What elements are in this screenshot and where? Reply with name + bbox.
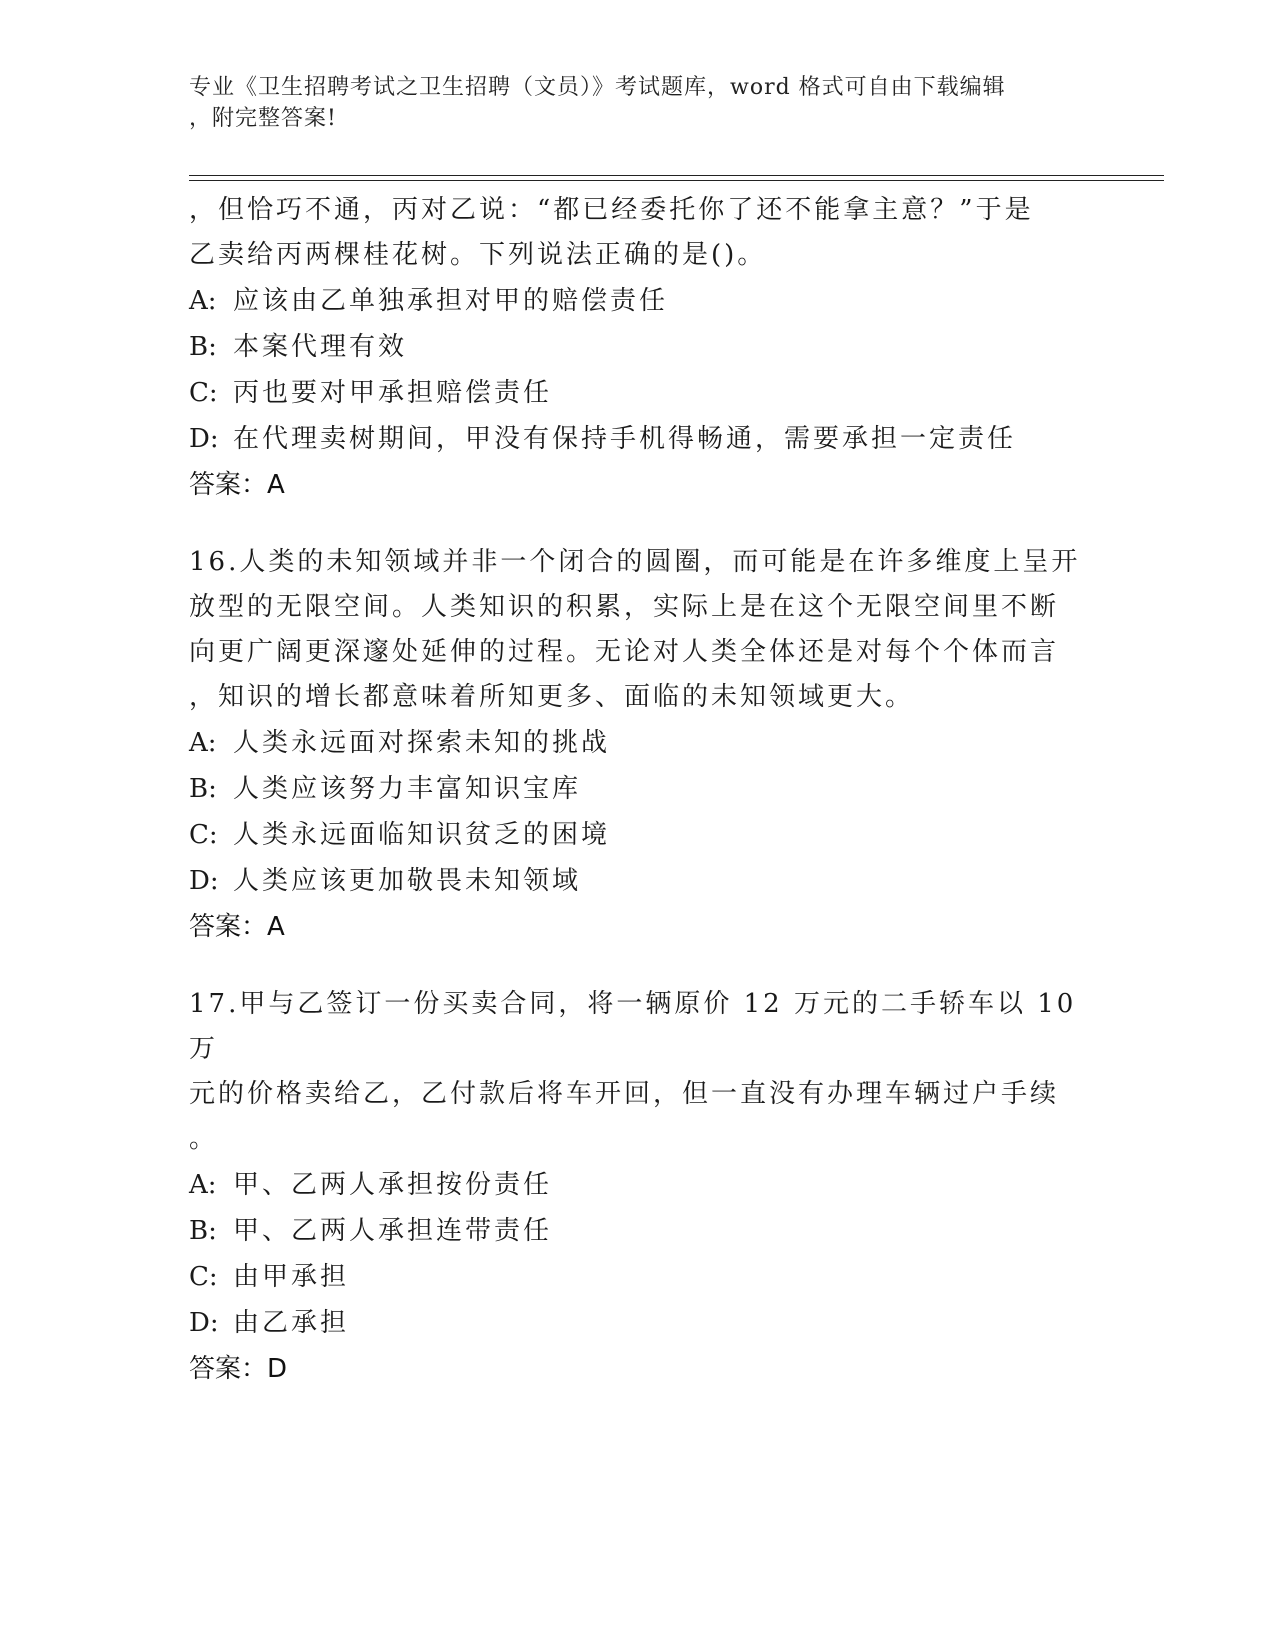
question-stem-line: 17.甲与乙签订一份买卖合同，将一辆原价 12 万元的二手轿车以 10 万 xyxy=(189,989,1088,1064)
option-label: A: xyxy=(189,728,217,758)
option-label: D: xyxy=(189,424,219,454)
option-label: A: xyxy=(189,1170,217,1200)
question-stem-line: 16.人类的未知领域并非一个闭合的圆圈，而可能是在许多维度上呈开 xyxy=(189,547,1081,577)
option-c xyxy=(189,1254,1089,1300)
option-label: D: xyxy=(189,1308,219,1338)
page-header xyxy=(189,72,1089,134)
question-15 xyxy=(189,188,1089,508)
header-rule xyxy=(189,175,1164,176)
option-b xyxy=(189,1208,1089,1254)
question-stem-line: ，但恰巧不通，丙对乙说：“都已经委托你了还不能拿主意？”于是 xyxy=(189,195,1034,225)
header-line-1: 专业《卫生招聘考试之卫生招聘（文员）》考试题库，word 格式可自由下载编辑 xyxy=(189,75,1006,100)
option-text: 本案代理有效 xyxy=(233,332,408,362)
option-label: A: xyxy=(189,286,217,316)
option-c xyxy=(189,812,1089,858)
answer-line: 答案：A xyxy=(189,912,285,942)
option-b xyxy=(189,766,1089,812)
question-16 xyxy=(189,540,1089,950)
question-stem-line: ，知识的增长都意味着所知更多、面临的未知领域更大。 xyxy=(189,682,915,712)
option-label: B: xyxy=(189,332,217,362)
option-text: 由乙承担 xyxy=(233,1308,350,1338)
option-label: C: xyxy=(189,1262,218,1292)
option-a xyxy=(189,278,1089,324)
header-line-2: ，附完整答案! xyxy=(189,106,337,131)
question-17 xyxy=(189,982,1089,1392)
question-list xyxy=(189,188,1089,1424)
option-label: B: xyxy=(189,774,217,804)
option-text: 人类应该努力丰富知识宝库 xyxy=(233,774,582,804)
option-text: 人类永远面对探索未知的挑战 xyxy=(233,728,611,758)
question-stem-line: 放型的无限空间。人类知识的积累，实际上是在这个无限空间里不断 xyxy=(189,592,1060,622)
header-rule-second xyxy=(189,180,1164,181)
question-stem-line: 。 xyxy=(189,1124,219,1154)
question-stem-line: 乙卖给丙两棵桂花树。下列说法正确的是()。 xyxy=(189,240,767,270)
question-stem-line: 元的价格卖给乙，乙付款后将车开回，但一直没有办理车辆过户手续 xyxy=(189,1079,1060,1109)
option-label: B: xyxy=(189,1216,217,1246)
question-stem-line: 向更广阔更深邃处延伸的过程。无论对人类全体还是对每个个体而言 xyxy=(189,637,1060,667)
option-a xyxy=(189,720,1089,766)
answer-line: 答案：D xyxy=(189,1354,288,1384)
answer-line: 答案：A xyxy=(189,470,285,500)
option-d xyxy=(189,1300,1089,1346)
option-d xyxy=(189,416,1089,462)
option-text: 由甲承担 xyxy=(233,1262,350,1292)
option-label: C: xyxy=(189,378,218,408)
option-label: D: xyxy=(189,866,219,896)
option-b xyxy=(189,324,1089,370)
option-c xyxy=(189,370,1089,416)
option-text: 甲、乙两人承担连带责任 xyxy=(233,1216,553,1246)
option-d xyxy=(189,858,1089,904)
option-text: 人类永远面临知识贫乏的困境 xyxy=(233,820,611,850)
option-text: 应该由乙单独承担对甲的赔偿责任 xyxy=(233,286,669,316)
option-text: 丙也要对甲承担赔偿责任 xyxy=(233,378,553,408)
option-label: C: xyxy=(189,820,218,850)
option-text: 甲、乙两人承担按份责任 xyxy=(233,1170,553,1200)
option-text: 人类应该更加敬畏未知领域 xyxy=(233,866,582,896)
option-a xyxy=(189,1162,1089,1208)
option-text: 在代理卖树期间，甲没有保持手机得畅通，需要承担一定责任 xyxy=(233,424,1017,454)
